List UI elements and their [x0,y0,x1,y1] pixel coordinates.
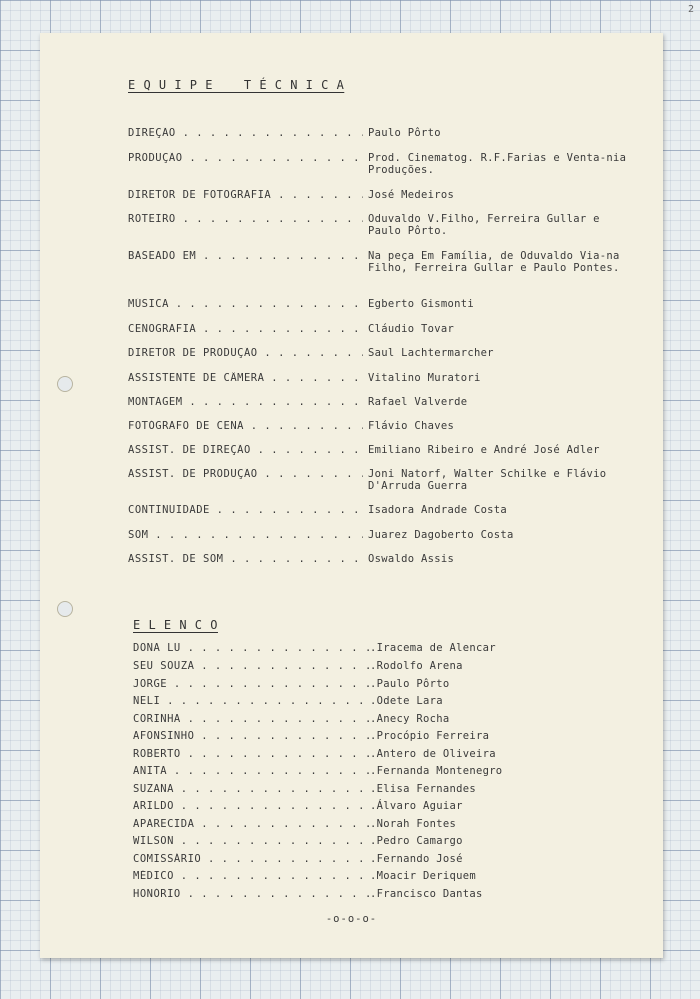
cast-actor: . Pedro Camargo [370,835,463,847]
cast-actor: . Rodolfo Arena [370,660,463,672]
credit-screenplay [128,213,638,247]
credit-names: Isadora Andrade Costa [368,504,508,516]
cast-actor: . Paulo Pôrto [370,678,449,690]
cast-row [133,888,633,903]
cast-row [133,748,633,763]
credit-names: José Medeiros [368,189,455,201]
cast-character: AFONSINHO . . . [133,730,370,742]
cast-actor: . Francisco Dantas [370,888,483,900]
cast-row [133,642,633,657]
credit-role: MONTAGEM . . . [128,396,363,408]
cast-actor: . Iracema de Alencar [370,642,496,654]
cast-character: ARILDO . . . [133,800,370,812]
credit-names: Joni Natorf, Walter Schilke e Flávio D'Arruda Guerra [368,468,607,492]
cast-character: ANITA . . . [133,765,370,777]
credit-names: Vitalino Muratori [368,372,481,384]
cast-character: COMISSÁRIO . . . [133,853,370,865]
credit-names: Saul Lachtermarcher [368,347,494,359]
cast-row [133,695,633,710]
credit-role: CONTINUIDADE . . . [128,504,363,516]
cast-character: NELI . . . [133,695,370,707]
cast-character: SEU SOUZA . . . [133,660,370,672]
end-mark: -o-o-o- [325,913,378,925]
cast-character: ROBERTO . . . [133,748,370,760]
cast-row [133,660,633,675]
cast-row [133,783,633,798]
punch-hole-bottom [57,601,73,617]
credit-role: DIRETOR DE PRODUÇÃO . . . [128,347,363,359]
credit-sound-assistant [128,553,638,587]
credit-role: MÚSICA . . . [128,298,363,310]
cast-heading: E L E N C O [133,618,218,632]
credit-role: DIREÇÃO . . . [128,127,363,139]
credit-production-assistant [128,468,638,502]
credit-names: Rafael Valverde [368,396,468,408]
cast-character: APARECIDA . . . [133,818,370,830]
credit-role: PRODUÇÃO . . . [128,152,363,164]
credit-names: Oswaldo Assis [368,553,455,565]
credit-based-on [128,250,638,296]
page-corner-mark: 2 [687,4,694,15]
credit-role: CENOGRAFIA . . . [128,323,363,335]
cast-character: MÉDICO . . . [133,870,370,882]
cast-row [133,853,633,868]
technical-team-heading: E Q U I P E T É C N I C A [128,78,345,92]
credit-role: ASSIST. DE SOM . . . [128,553,363,565]
credit-role: SOM . . . [128,529,363,541]
document-sheet [40,33,663,958]
cast-character: HONÓRIO . . . [133,888,370,900]
credit-names: Flávio Chaves [368,420,455,432]
credit-role: BASEADO EM . . . [128,250,363,262]
cast-actor: . Antero de Oliveira [370,748,496,760]
credit-role: ASSIST. DE PRODUÇÃO . . . [128,468,363,480]
cast-actor: . Odete Lara [370,695,443,707]
cast-actor: . Moacir Deriquem [370,870,476,882]
cast-row [133,818,633,833]
credit-names: Na peça Em Família, de Oduvaldo Via-na Filho, Ferreira Gullar e Paulo Pontes. [368,250,620,274]
cast-actor: . Elisa Fernandes [370,783,476,795]
cast-row [133,835,633,850]
credit-role: FOTÓGRAFO DE CENA . . . [128,420,363,432]
punch-hole-top [57,376,73,392]
credit-names: Juarez Dagoberto Costa [368,529,514,541]
cast-row [133,765,633,780]
cast-character: WILSON . . . [133,835,370,847]
credit-names: Emiliano Ribeiro e André José Adler [368,444,600,456]
cast-row [133,870,633,885]
cast-character: DONA LU . . . [133,642,370,654]
cast-character: SUZANA . . . [133,783,370,795]
cast-row [133,800,633,815]
credit-names: Prod. Cinematog. R.F.Farias e Venta-nia Produções. [368,152,627,176]
credit-names: Egberto Gismonti [368,298,474,310]
credit-role: ASSIST. DE DIREÇÃO . . . [128,444,363,456]
cast-row [133,730,633,745]
cast-actor: . Anecy Rocha [370,713,449,725]
cast-actor: . Norah Fontes [370,818,456,830]
credit-role: DIRETOR DE FOTOGRAFIA . . . [128,189,363,201]
credit-names: Paulo Pôrto [368,127,441,139]
credit-role: ROTEIRO . . . [128,213,363,225]
cast-actor: . Álvaro Aguiar [370,800,463,812]
credit-names: Oduvaldo V.Filho, Ferreira Gullar e Paulo Pôrto. [368,213,600,237]
cast-actor: . Fernanda Montenegro [370,765,502,777]
cast-actor: . Fernando José [370,853,463,865]
cast-character: JORGE . . . [133,678,370,690]
credit-role: ASSISTENTE DE CÂMERA . . . [128,372,363,384]
cast-row [133,713,633,728]
cast-actor: . Procópio Ferreira [370,730,489,742]
cast-character: CORINHA . . . [133,713,370,725]
credit-production [128,152,638,186]
cast-row [133,678,633,693]
credit-names: Cláudio Tovar [368,323,455,335]
